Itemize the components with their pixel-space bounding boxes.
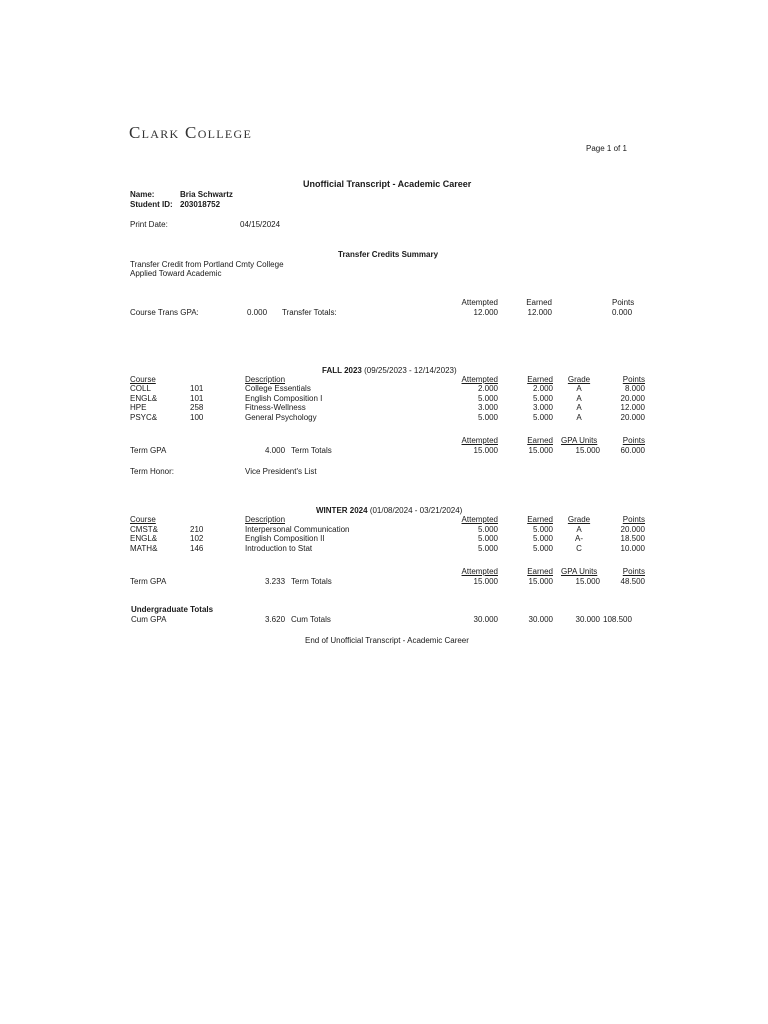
fall-term-dates: (09/25/2023 - 12/14/2023)	[364, 366, 457, 375]
course-number: 101	[190, 384, 204, 393]
course-earned: 5.000	[532, 544, 553, 553]
course-subject: HPE	[130, 403, 147, 412]
course-points: 8.000	[624, 384, 645, 393]
course-number: 258	[190, 403, 204, 412]
course-earned: 3.000	[532, 403, 553, 412]
course-attempted: 5.000	[477, 525, 498, 534]
winter-totals-attempted-header: Attempted	[461, 567, 498, 576]
college-logo: Clark College	[129, 123, 253, 142]
course-description: College Essentials	[245, 384, 311, 393]
winter-term-gpa-value: 3.233	[265, 577, 286, 586]
winter-totals-points-header: Points	[622, 567, 645, 576]
winter-term-dates: (01/08/2024 - 03/21/2024)	[369, 506, 463, 515]
course-points: 20.000	[620, 413, 645, 422]
winter-term-gpa-units: 15.000	[575, 577, 600, 586]
fall-term-totals-label: Term Totals	[291, 446, 332, 455]
fall-term-attempted: 15.000	[473, 446, 498, 455]
cum-totals-label: Cum Totals	[291, 615, 331, 624]
winter-earned-header: Earned	[527, 515, 553, 524]
course-grade: A	[576, 525, 582, 534]
transfer-attempted-header: Attempted	[461, 298, 498, 307]
cum-earned: 30.000	[528, 615, 553, 624]
winter-course-header: Course	[130, 515, 156, 524]
winter-term-heading	[316, 507, 462, 515]
term-honor-value: Vice President's List	[245, 467, 317, 476]
page-number: Page 1 of 1	[586, 144, 627, 153]
course-number: 146	[190, 544, 204, 553]
fall-earned-header: Earned	[527, 375, 553, 384]
course-attempted: 2.000	[477, 384, 498, 393]
course-description: English Composition I	[245, 394, 323, 403]
fall-term-gpa-label: Term GPA	[130, 446, 167, 455]
winter-term-points: 48.500	[620, 577, 645, 586]
name-label: Name:	[130, 190, 155, 199]
fall-term-gpa-value: 4.000	[265, 446, 286, 455]
fall-term-earned: 15.000	[528, 446, 553, 455]
course-points: 20.000	[620, 394, 645, 403]
course-attempted: 3.000	[477, 403, 498, 412]
course-points: 20.000	[620, 525, 645, 534]
fall-course-header: Course	[130, 375, 156, 384]
winter-description-header: Description	[245, 515, 286, 524]
course-subject: CMST&	[130, 525, 158, 534]
print-date: 04/15/2024	[240, 220, 281, 229]
course-description: General Psychology	[245, 413, 317, 422]
fall-term-points: 60.000	[620, 446, 645, 455]
course-subject: COLL	[130, 384, 151, 393]
fall-points-header: Points	[622, 375, 645, 384]
fall-description-header: Description	[245, 375, 286, 384]
print-date-label: Print Date:	[130, 220, 168, 229]
course-attempted: 5.000	[477, 394, 498, 403]
course-attempted: 5.000	[477, 413, 498, 422]
student-name: Bria Schwartz	[180, 190, 233, 199]
term-honor-label: Term Honor:	[130, 467, 175, 476]
end-of-transcript: End of Unofficial Transcript - Academic Career	[305, 636, 469, 645]
course-grade: A	[576, 413, 582, 422]
student-id: 203018752	[180, 200, 221, 209]
course-grade: A-	[575, 534, 583, 543]
winter-term-gpa-label: Term GPA	[130, 577, 167, 586]
fall-grade-header: Grade	[567, 375, 591, 384]
transfer-gpa-label: Course Trans GPA:	[130, 308, 199, 317]
course-subject: ENGL&	[130, 394, 158, 403]
fall-totals-earned-header: Earned	[527, 436, 553, 445]
course-number: 210	[190, 525, 204, 534]
undergraduate-totals-title: Undergraduate Totals	[131, 605, 214, 614]
course-description: Interpersonal Communication	[245, 525, 350, 534]
course-earned: 2.000	[532, 384, 553, 393]
fall-term-gpa-units: 15.000	[575, 446, 600, 455]
course-grade: A	[576, 403, 582, 412]
course-attempted: 5.000	[477, 544, 498, 553]
fall-term-name: FALL 2023	[322, 366, 362, 375]
course-earned: 5.000	[532, 525, 553, 534]
course-number: 100	[190, 413, 204, 422]
winter-term-attempted: 15.000	[473, 577, 498, 586]
course-number: 101	[190, 394, 204, 403]
cum-gpa-value: 3.620	[265, 615, 286, 624]
transfer-earned-header: Earned	[526, 298, 552, 307]
transfer-points: 0.000	[612, 308, 633, 317]
winter-totals-gpa-units-header: GPA Units	[561, 567, 598, 576]
course-subject: PSYC&	[130, 413, 158, 422]
student-id-label: Student ID:	[130, 200, 173, 209]
course-earned: 5.000	[532, 394, 553, 403]
course-points: 18.500	[620, 534, 645, 543]
fall-totals-attempted-header: Attempted	[461, 436, 498, 445]
course-attempted: 5.000	[477, 534, 498, 543]
course-grade: A	[576, 384, 582, 393]
cum-gpa-units: 30.000	[575, 615, 600, 624]
course-description: Fitness-Wellness	[245, 403, 306, 412]
transfer-earned: 12.000	[527, 308, 552, 317]
transfer-section-title: Transfer Credits Summary	[338, 250, 439, 259]
fall-totals-gpa-units-header: GPA Units	[561, 436, 598, 445]
course-points: 12.000	[620, 403, 645, 412]
transfer-totals-label: Transfer Totals:	[282, 308, 337, 317]
cum-points: 108.500	[603, 615, 632, 624]
winter-totals-earned-header: Earned	[527, 567, 553, 576]
course-subject: ENGL&	[130, 534, 158, 543]
course-points: 10.000	[620, 544, 645, 553]
transfer-applied: Applied Toward Academic	[130, 269, 222, 278]
document-title: Unofficial Transcript - Academic Career	[303, 179, 472, 189]
winter-term-earned: 15.000	[528, 577, 553, 586]
course-grade: C	[576, 544, 582, 553]
winter-attempted-header: Attempted	[461, 515, 498, 524]
fall-term-heading	[322, 367, 457, 375]
fall-attempted-header: Attempted	[461, 375, 498, 384]
course-subject: MATH&	[130, 544, 158, 553]
transfer-points-header: Points	[612, 298, 635, 307]
course-earned: 5.000	[532, 534, 553, 543]
winter-grade-header: Grade	[567, 515, 591, 524]
course-number: 102	[190, 534, 204, 543]
winter-term-name: WINTER 2024	[316, 506, 368, 515]
course-description: Introduction to Stat	[245, 544, 313, 553]
cum-gpa-label: Cum GPA	[131, 615, 167, 624]
winter-term-totals-label: Term Totals	[291, 577, 332, 586]
transfer-gpa-value: 0.000	[247, 308, 268, 317]
winter-points-header: Points	[622, 515, 645, 524]
course-grade: A	[576, 394, 582, 403]
fall-totals-points-header: Points	[622, 436, 645, 445]
course-earned: 5.000	[532, 413, 553, 422]
transfer-source: Transfer Credit from Portland Cmty College	[130, 260, 284, 269]
transfer-attempted: 12.000	[473, 308, 498, 317]
course-description: English Composition II	[245, 534, 325, 543]
cum-attempted: 30.000	[473, 615, 498, 624]
